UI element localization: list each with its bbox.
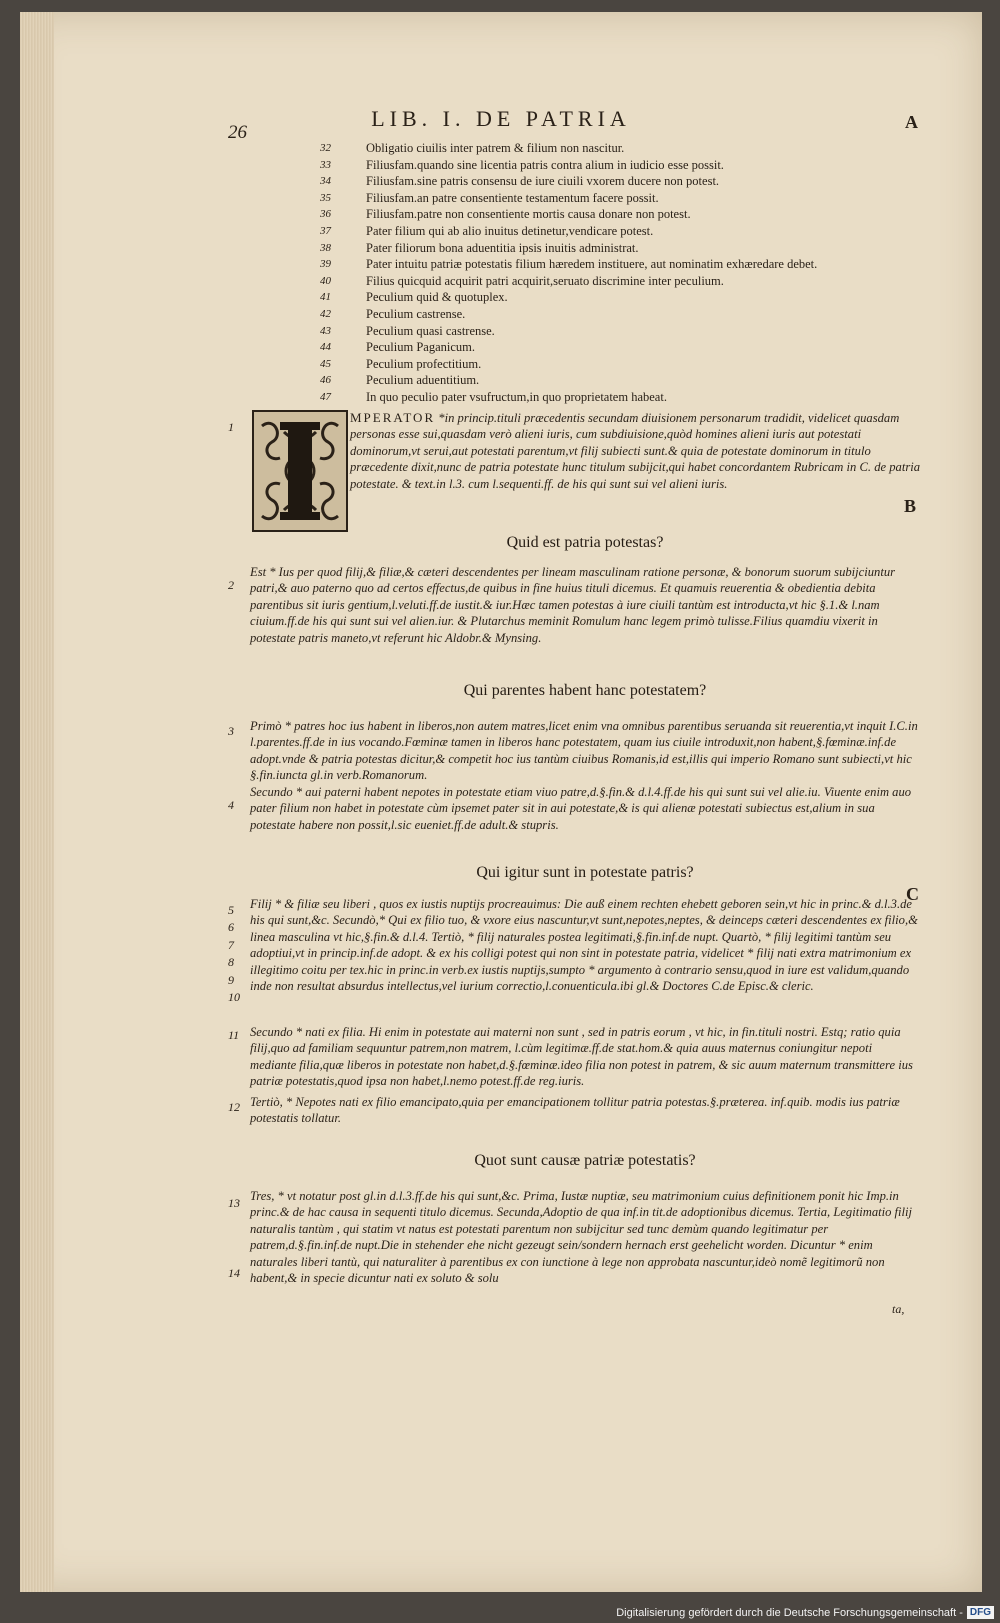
- index-entry-number: 38: [320, 241, 331, 254]
- index-entry-number: 43: [320, 324, 331, 337]
- index-entry-text: Filiusfam.sine patris consensu de iure ciuili vxorem ducere non potest.: [366, 174, 720, 189]
- lead-text: *in princip.tituli præcedentis secundam diuisionem personarum tradidit, videlicet quasdam personas esse sui,quasdam verò alieni iuris, cum subdiuisione,quòd homines alieni iuris aut potestati dominorum,vt serui,aut potestati parentum,vt filij subiecti sunt.& quia de potestate dominorum in titulo præcedente dixit,nunc de patria potestate hunc titulum subijcit,qui habet concordantem Rubricam in C. de patria potestate. & text.in l.3. cum l.sequenti.ff. de his qui sunt sui vel alieni iuris.: [350, 411, 921, 491]
- book-page: [20, 12, 982, 1592]
- index-entry-number: 42: [320, 307, 331, 320]
- index-entry-text: Pater intuitu patriæ potestatis filium hæredem instituere, aut nominatim exhæredare debet.: [366, 257, 818, 272]
- margin-number: 12: [228, 1100, 240, 1114]
- index-entry-number: 45: [320, 357, 331, 370]
- index-entry: [320, 356, 920, 373]
- decorated-initial: [252, 410, 348, 532]
- margin-mark-c: C: [906, 884, 919, 904]
- index-entry: [320, 223, 920, 240]
- index-entry: [320, 372, 920, 389]
- index-entry-number: 32: [320, 142, 331, 154]
- paragraph: Primò * patres hoc ius habent in liberos,non autem matres,licet enim vna omnibus parentibus seruanda sit reuerentia,vt inquit I.C.in l.parentes.ff.de in ius vocando.Fœminæ tamen in liberos hanc potestatem, quam ius ciuile introduxit,non habent,§.fœminæ.inf.de adopt.vnde & patria potestas dicitur,& competit hoc ius tantùm ciuibus Romanis,id est,illis qui imperio Romano sunt subiecti,vt hic §.fin.iuncta gl.in verb.Romanorum.: [250, 719, 918, 783]
- index-entry-text: Peculium Paganicum.: [366, 340, 476, 355]
- index-entry: [320, 273, 920, 290]
- index-entry: [320, 157, 920, 174]
- paragraph: Secundo * nati ex filia. Hi enim in potestate aui materni non sunt , sed in patris eorum , vt hic, in fin.tituli nostri. Estq; ratio quia filij,quo ad familiam sequuntur patrem,non matrem, l.cùm legitimæ.ff.de stat.hom.& quia auus maternus coniungitur nepoti mediante filia,quæ liberos in potestate non habet,d.§.fœminæ.ideo filia non potest in patrem, & sic auum maternum transmittere ius patriæ potestatis,quod ipsa non habet,l.nemo potest.ff.de reg.iuris.: [250, 1025, 913, 1089]
- index-entry-text: Peculium quasi castrense.: [366, 323, 495, 338]
- index-entry: [320, 190, 920, 207]
- index-entry-text: Peculium profectitium.: [366, 356, 482, 371]
- index-entry-text: Pater filiorum bona aduentitia ipsis inuitis administrat.: [366, 240, 639, 255]
- margin-mark-a: A: [905, 112, 918, 132]
- index-entry-number: 34: [320, 175, 331, 188]
- index-entry: [320, 240, 920, 257]
- margin-number: 11: [228, 1028, 240, 1042]
- section-heading: Qui parentes habent hanc potestatem?: [463, 682, 707, 699]
- index-entry: [320, 256, 920, 273]
- index-entry-number: 41: [320, 291, 331, 304]
- index-entry-number: 47: [320, 390, 331, 403]
- index-entry: [320, 206, 920, 223]
- index-entry: [320, 339, 920, 356]
- index-entry-text: In quo peculio pater vsufructum,in quo proprietatem habeat.: [366, 389, 667, 404]
- index-entry-text: Filiusfam.patre non consentiente mortis causa donare non potest.: [366, 207, 691, 222]
- index-entry: [320, 140, 920, 157]
- index-entry-number: 39: [320, 258, 331, 271]
- paragraph: Tertiò, * Nepotes nati ex filio emancipato,quia per emancipationem tollitur patria potestas.§.præterea. inf.quib. modis ius patriæ potestatis tollatur.: [250, 1095, 900, 1126]
- index-list: [320, 140, 920, 406]
- index-entry: [320, 389, 920, 406]
- section-heading: Quid est patria potestas?: [506, 534, 664, 551]
- catchword: ta,: [892, 1302, 905, 1316]
- index-entry: [320, 323, 920, 340]
- index-entry-text: Pater filium qui ab alio inuitus detinetur,vendicare potest.: [366, 223, 654, 238]
- footer-text: Digitalisierung gefördert durch die Deutsche Forschungsgemeinschaft -: [616, 1606, 963, 1619]
- page-number: 26: [228, 122, 247, 143]
- margin-mark-b: B: [904, 496, 917, 516]
- index-entry-text: Filius quicquid acquirit patri acquirit,seruato discrimine inter peculium.: [366, 273, 724, 288]
- index-entry-text: Filiusfam.an patre consentiente testamentum facere possit.: [366, 190, 659, 205]
- dfg-logo: DFG: [967, 1606, 994, 1619]
- index-entry-number: 44: [320, 341, 331, 354]
- margin-number: 4: [228, 798, 234, 812]
- index-entry: [320, 289, 920, 306]
- lead-paragraph: [350, 410, 920, 492]
- margin-number: 2: [228, 578, 234, 592]
- page-gutter: [20, 12, 54, 1592]
- margin-number-column: 5 6 7 8 9 10: [228, 903, 240, 1005]
- margin-number: 14: [228, 1266, 240, 1280]
- paragraph: Est * Ius per quod filij,& filiæ,& cæteri descendentes per lineam masculinam ratione personæ, & bonorum suorum subijciuntur patri,& auo paterno quo ad certos effectus,de quibus in fine huius tituli dicemus. Et quamuis reuerentia & obedientia debita parentibus sit iuris gentium,l.veluti.ff.de iustit.& iur.Hæc tamen potestas à iure ciuili tantùm est introducta,vt hic §.1.& l.nam ciuium.ff.de his qui sunt sui vel alien.iur. & Plutarchus meminit Romulum hanc legem primò tulisse.Filius quamdiu vixerit in potestate patris maneto,vt referunt hic Aldobr.& Mynsing.: [250, 565, 896, 645]
- margin-number: 13: [228, 1196, 240, 1210]
- paragraph: Tres, * vt notatur post gl.in d.l.3.ff.de his qui sunt,&c. Prima, Iustæ nuptiæ, seu matrimonium cuius definitionem ponit hic Imp.in princ.& de hac causa in sequenti titulo dicemus. Secunda,Adoptio de qua inf.in tit.de adoptionibus dicemus. Tertia, Legitimatio filij naturalis tantùm , qui statim vt natus est potestati parentum non subijcitur sed tunc demùm quando legitimatur per patrem,d.§.fin.inf.de nupt.Die in stehender ehe nicht gezeugt sein/sondern hernach erst geehelicht worden. Dicuntur * enim naturales liberi tantù, qui naturaliter à parentibus ex con iunctione à lege non approbata nascuntur,ideò nomẽ legitimorũ non habent,& in specie dicuntur nati ex soluto & solu: [250, 1189, 913, 1286]
- ornament-initial-icon: [254, 412, 346, 530]
- index-entry-number: 33: [320, 158, 331, 171]
- index-entry-text: Peculium aduentitium.: [366, 373, 480, 388]
- index-entry-number: 35: [320, 191, 331, 204]
- index-entry-text: Peculium castrense.: [366, 306, 466, 321]
- index-entry: [320, 173, 920, 190]
- running-head: LIB. I. DE PATRIA: [371, 106, 631, 131]
- index-entry-number: 46: [320, 374, 331, 387]
- paragraph: Filij * & filiæ seu liberi , quos ex iustis nuptijs procreauimus: Die auß einem rechten ehebett geboren sein,vt hic in princ.& d.l.3.de his qui sunt,&c. Secundò,* Qui ex filio tuo, & vxore eius nascuntur,vt sunt,nepotes,neptes, & deinceps cæteri descendentes ex filio,& linea masculina vt hic,§.fin.& d.l.4. Tertiò, * filij naturales postea legitimati,§.fin.inf.de nupt. Quartò, * filij legitimi tantùm seu adoptiui,vt in princip.inf.de adopt. & ex his colligi potest qui non sint in potestate patria, videlicet * filij nati extra matrimonium ex illegitimo coitu per tex.hic in princ.in verb.ex iustis nuptijs,sumpto * argumento à contrario sensu,quod in iure est validum,quando inde non resultat absurdus intellectus,vel iurium correctio,l.conuenticula.ibi gl.& Doctores C.de Episc.& cleric.: [250, 897, 918, 994]
- paragraph: Secundo * aui paterni habent nepotes in potestate etiam viuo patre,d.§.fin.& d.l.4.ff.de his qui sunt sui vel alie.iu. Viuente enim auo pater filium non habet in potestate cùm ipsemet pater sit in aui potestate,& is qui alienæ potestati subiectus est,alium in sua potestate habere non possit,l.sic eueniet.ff.de adult.& stupris.: [250, 785, 912, 832]
- index-entry: [320, 306, 920, 323]
- index-entry-text: Obligatio ciuilis inter patrem & filium non nascitur.: [366, 141, 625, 155]
- index-entry-number: 37: [320, 224, 331, 237]
- index-entry-text: Peculium quid & quotuplex.: [366, 290, 508, 305]
- margin-number: 3: [228, 724, 234, 738]
- lead-capitals: MPERATOR: [350, 410, 436, 425]
- section-heading: Quot sunt causæ patriæ potestatis?: [474, 1152, 696, 1169]
- index-entry-number: 40: [320, 274, 331, 287]
- margin-number: 1: [228, 420, 234, 434]
- digitization-footer: [616, 1606, 994, 1619]
- index-entry-text: Filiusfam.quando sine licentia patris contra alium in iudicio esse possit.: [366, 157, 724, 172]
- index-entry-number: 36: [320, 208, 331, 221]
- section-heading: Qui igitur sunt in potestate patris?: [476, 864, 694, 881]
